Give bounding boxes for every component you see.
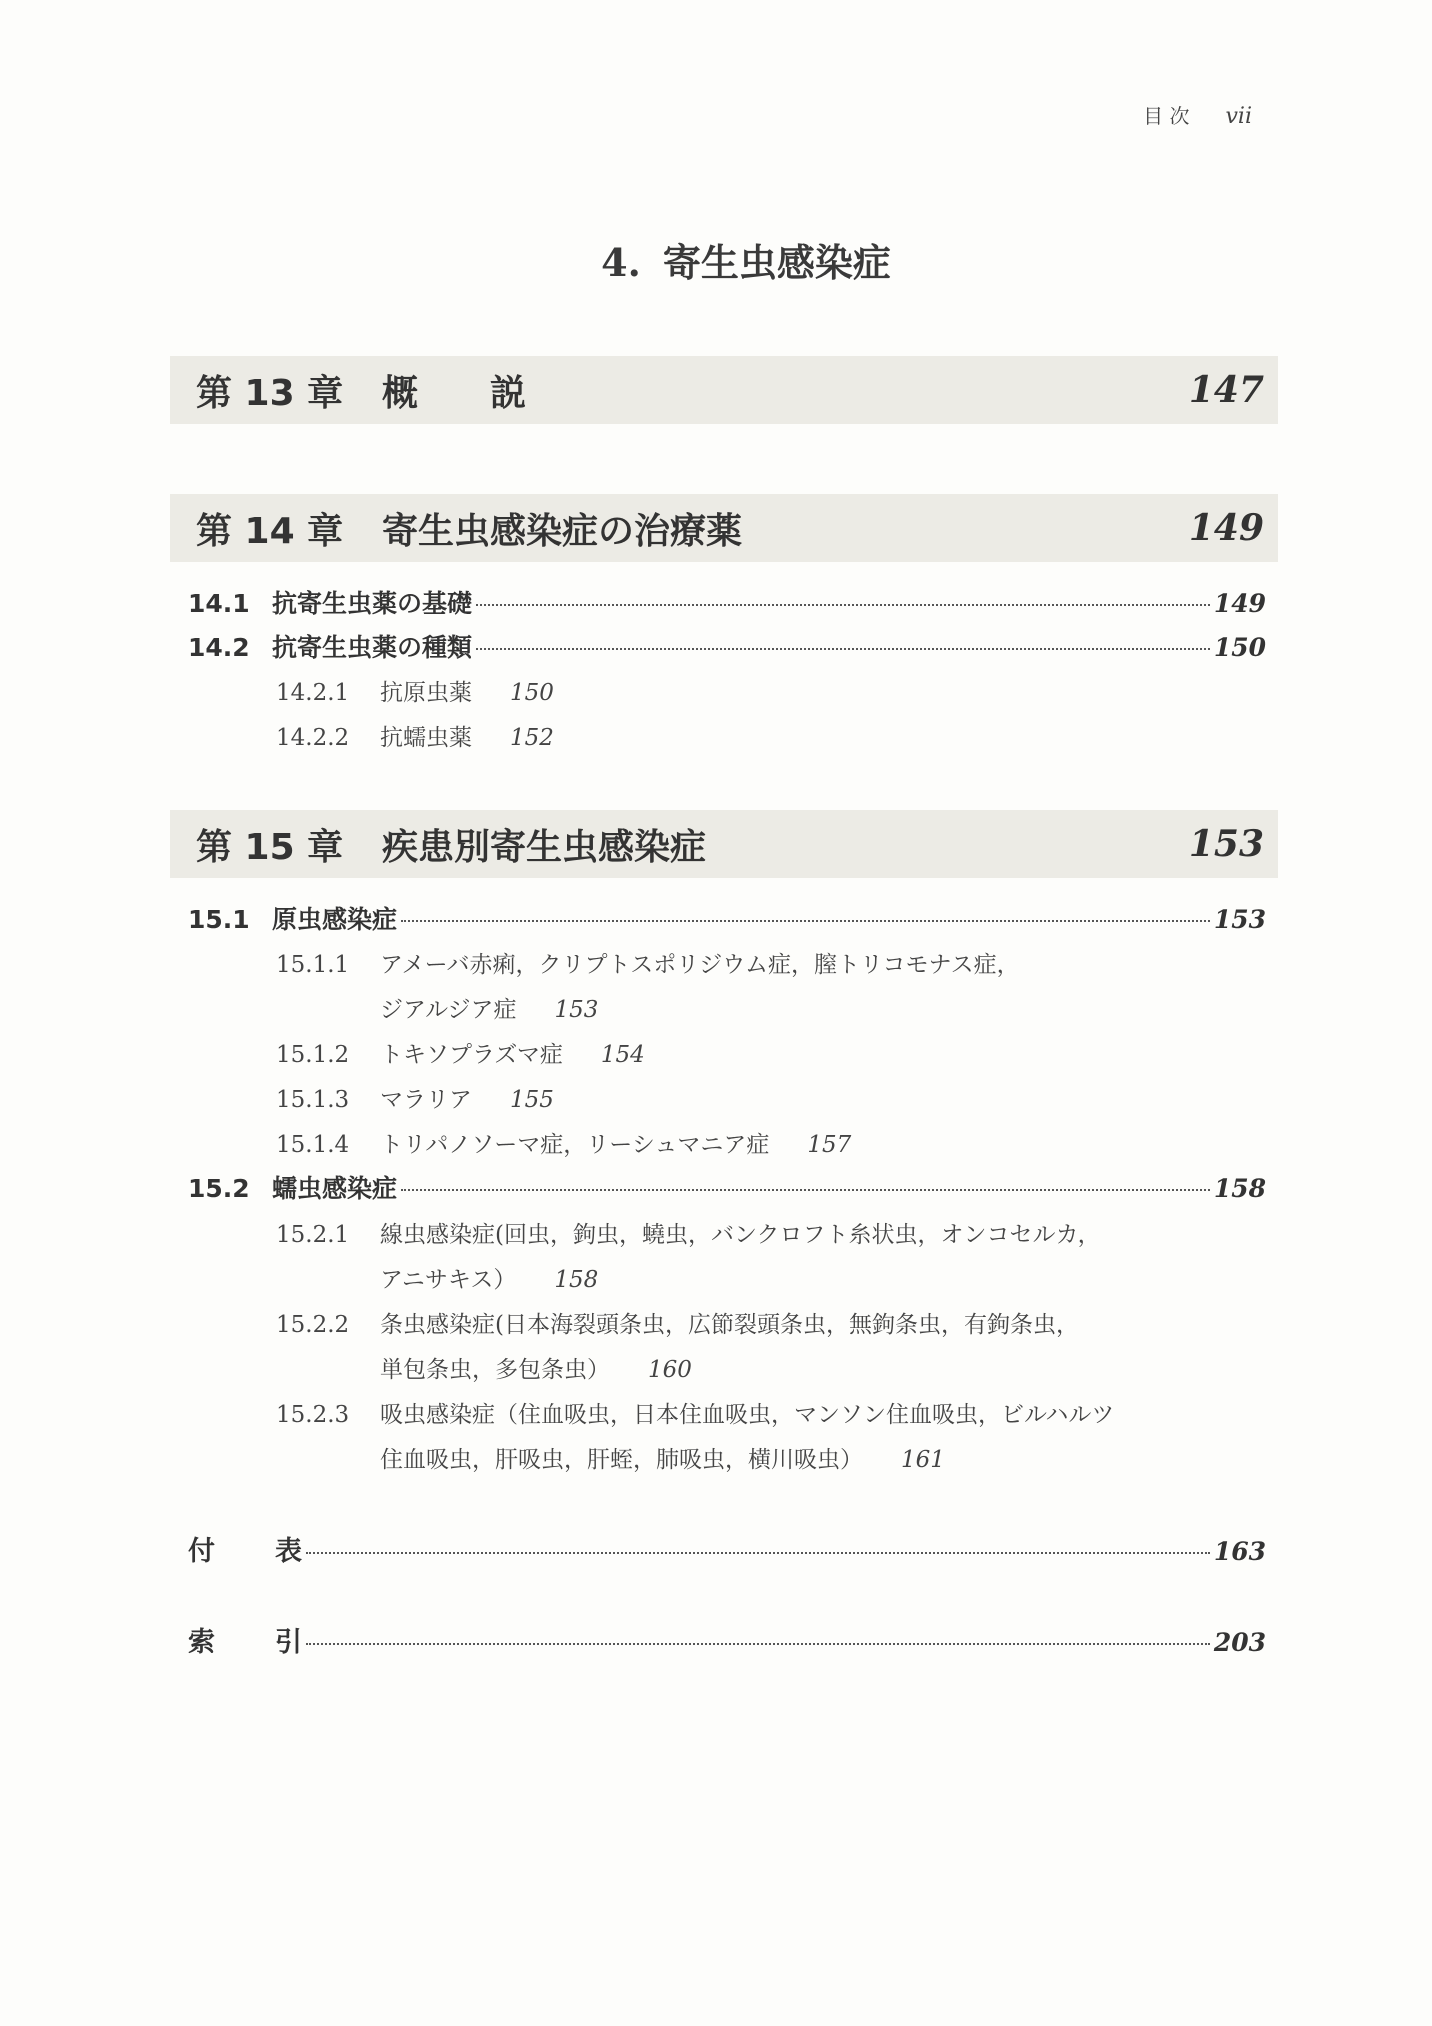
index-entry[interactable] [188, 1620, 1266, 1659]
index-title-char: 引 [275, 1627, 302, 1658]
subsection-15-1-3[interactable] [276, 1081, 554, 1114]
chapter-label: 第 14 章 [196, 510, 344, 552]
subsection-title: トキソプラズマ症 [380, 1042, 563, 1068]
subsection-number: 15.2.3 [276, 1402, 350, 1428]
subsection-15-2-3-cont [380, 1441, 945, 1474]
section-page: 153 [1213, 905, 1266, 934]
chapter-page: 149 [1188, 507, 1264, 549]
subsection-title-cont: 住血吸虫，肝吸虫，肝蛭，肺吸虫，横川吸虫） [380, 1447, 863, 1473]
appendix-title-char: 表 [275, 1536, 302, 1567]
subsection-number: 15.1.1 [276, 952, 350, 978]
chapter-13-heading[interactable] [170, 356, 1278, 424]
subsection-15-2-3[interactable] [276, 1396, 1114, 1429]
subsection-title: 吸虫感染症（住血吸虫，日本住血吸虫，マンソン住血吸虫，ビルハルツ [380, 1402, 1115, 1428]
subsection-page: 152 [510, 725, 554, 751]
subsection-title-cont: ジアルジア症 [380, 997, 517, 1023]
subsection-title-cont: 単包条虫，多包条虫） [380, 1357, 610, 1383]
section-15-1[interactable] [188, 900, 1266, 936]
section-number: 15.1 [188, 905, 250, 934]
section-title: 抗寄生虫薬の種類 [272, 633, 473, 662]
chapter-14-heading[interactable] [170, 494, 1278, 562]
chapter-title: 寄生虫感染症の治療薬 [382, 510, 743, 552]
dot-leader [476, 648, 1210, 650]
section-title: 蠕虫感染症 [272, 1174, 398, 1203]
subsection-15-2-1-cont [380, 1261, 598, 1294]
subsection-title-cont: アニサキス） [380, 1267, 517, 1293]
dot-leader [306, 1552, 1210, 1554]
subsection-page: 153 [554, 997, 599, 1023]
running-head-page: vii [1225, 104, 1252, 129]
subsection-title: マラリア [380, 1087, 472, 1113]
dot-leader [401, 920, 1210, 922]
section-number: 14.1 [188, 589, 250, 618]
subsection-14-2-1[interactable] [276, 674, 554, 707]
section-number: 15.2 [188, 1174, 250, 1203]
section-page: 150 [1213, 633, 1266, 662]
subsection-page: 158 [554, 1267, 599, 1293]
appendix-tables-entry[interactable] [188, 1529, 1266, 1568]
subsection-page: 157 [807, 1132, 852, 1158]
subsection-page: 154 [600, 1042, 645, 1068]
section-title: 原虫感染症 [272, 905, 398, 934]
dot-leader [476, 604, 1210, 606]
subsection-title: 抗原虫薬 [380, 680, 472, 706]
part-title-text: 寄生虫感染症 [662, 241, 891, 285]
subsection-15-2-2[interactable] [276, 1306, 1079, 1339]
subsection-15-1-1[interactable] [276, 946, 1020, 979]
running-head [1143, 100, 1252, 129]
subsection-title: トリパノソーマ症，リーシュマニア症 [380, 1132, 770, 1158]
appendix-page: 163 [1213, 1537, 1266, 1566]
index-title-char: 索 [188, 1627, 275, 1658]
subsection-15-2-1[interactable] [276, 1216, 1101, 1249]
chapter-page: 147 [1188, 369, 1264, 411]
appendix-title-char: 付 [188, 1536, 275, 1567]
subsection-14-2-2[interactable] [276, 719, 554, 752]
appendix-title [188, 1529, 302, 1568]
chapter-15-heading[interactable] [170, 810, 1278, 878]
subsection-page: 150 [510, 680, 554, 706]
section-page: 158 [1213, 1174, 1266, 1203]
section-page: 149 [1213, 589, 1266, 618]
dot-leader [401, 1189, 1210, 1191]
section-number: 14.2 [188, 633, 250, 662]
subsection-15-1-1-cont [380, 991, 598, 1024]
subsection-page: 160 [648, 1357, 692, 1383]
subsection-number: 14.2.2 [276, 725, 350, 751]
subsection-page: 155 [510, 1087, 554, 1113]
section-title: 抗寄生虫薬の基礎 [272, 589, 473, 618]
chapter-label: 第 15 章 [196, 826, 344, 868]
subsection-title: 線虫感染症(回虫，鉤虫，蟯虫，バンクロフト糸状虫，オンコセルカ， [380, 1222, 1101, 1248]
subsection-number: 15.2.2 [276, 1312, 350, 1338]
subsection-number: 15.2.1 [276, 1222, 350, 1248]
subsection-15-2-2-cont [380, 1351, 692, 1384]
subsection-15-1-2[interactable] [276, 1036, 645, 1069]
part-title [0, 232, 1432, 287]
section-14-2[interactable] [188, 628, 1266, 664]
subsection-15-1-4[interactable] [276, 1126, 851, 1159]
running-head-label: 目 次 [1143, 104, 1190, 128]
chapter-title: 概 説 [382, 372, 527, 414]
chapter-label: 第 13 章 [196, 372, 344, 414]
index-title [188, 1620, 302, 1659]
subsection-title: 条虫感染症(日本海裂頭条虫，広節裂頭条虫，無鉤条虫，有鉤条虫， [380, 1312, 1079, 1338]
subsection-number: 15.1.3 [276, 1087, 350, 1113]
section-14-1[interactable] [188, 584, 1266, 620]
section-15-2[interactable] [188, 1169, 1266, 1205]
chapter-page: 153 [1188, 823, 1264, 865]
subsection-number: 15.1.4 [276, 1132, 350, 1158]
dot-leader [306, 1643, 1210, 1645]
subsection-title: 抗蠕虫薬 [380, 725, 472, 751]
chapter-title: 疾患別寄生虫感染症 [382, 826, 707, 868]
subsection-number: 14.2.1 [276, 680, 350, 706]
part-number: 4. [601, 240, 641, 285]
index-page: 203 [1213, 1628, 1266, 1657]
subsection-page: 161 [901, 1447, 945, 1473]
subsection-number: 15.1.2 [276, 1042, 350, 1068]
subsection-title: アメーバ赤痢，クリプトスポリジウム症，膣トリコモナス症， [380, 952, 1020, 978]
